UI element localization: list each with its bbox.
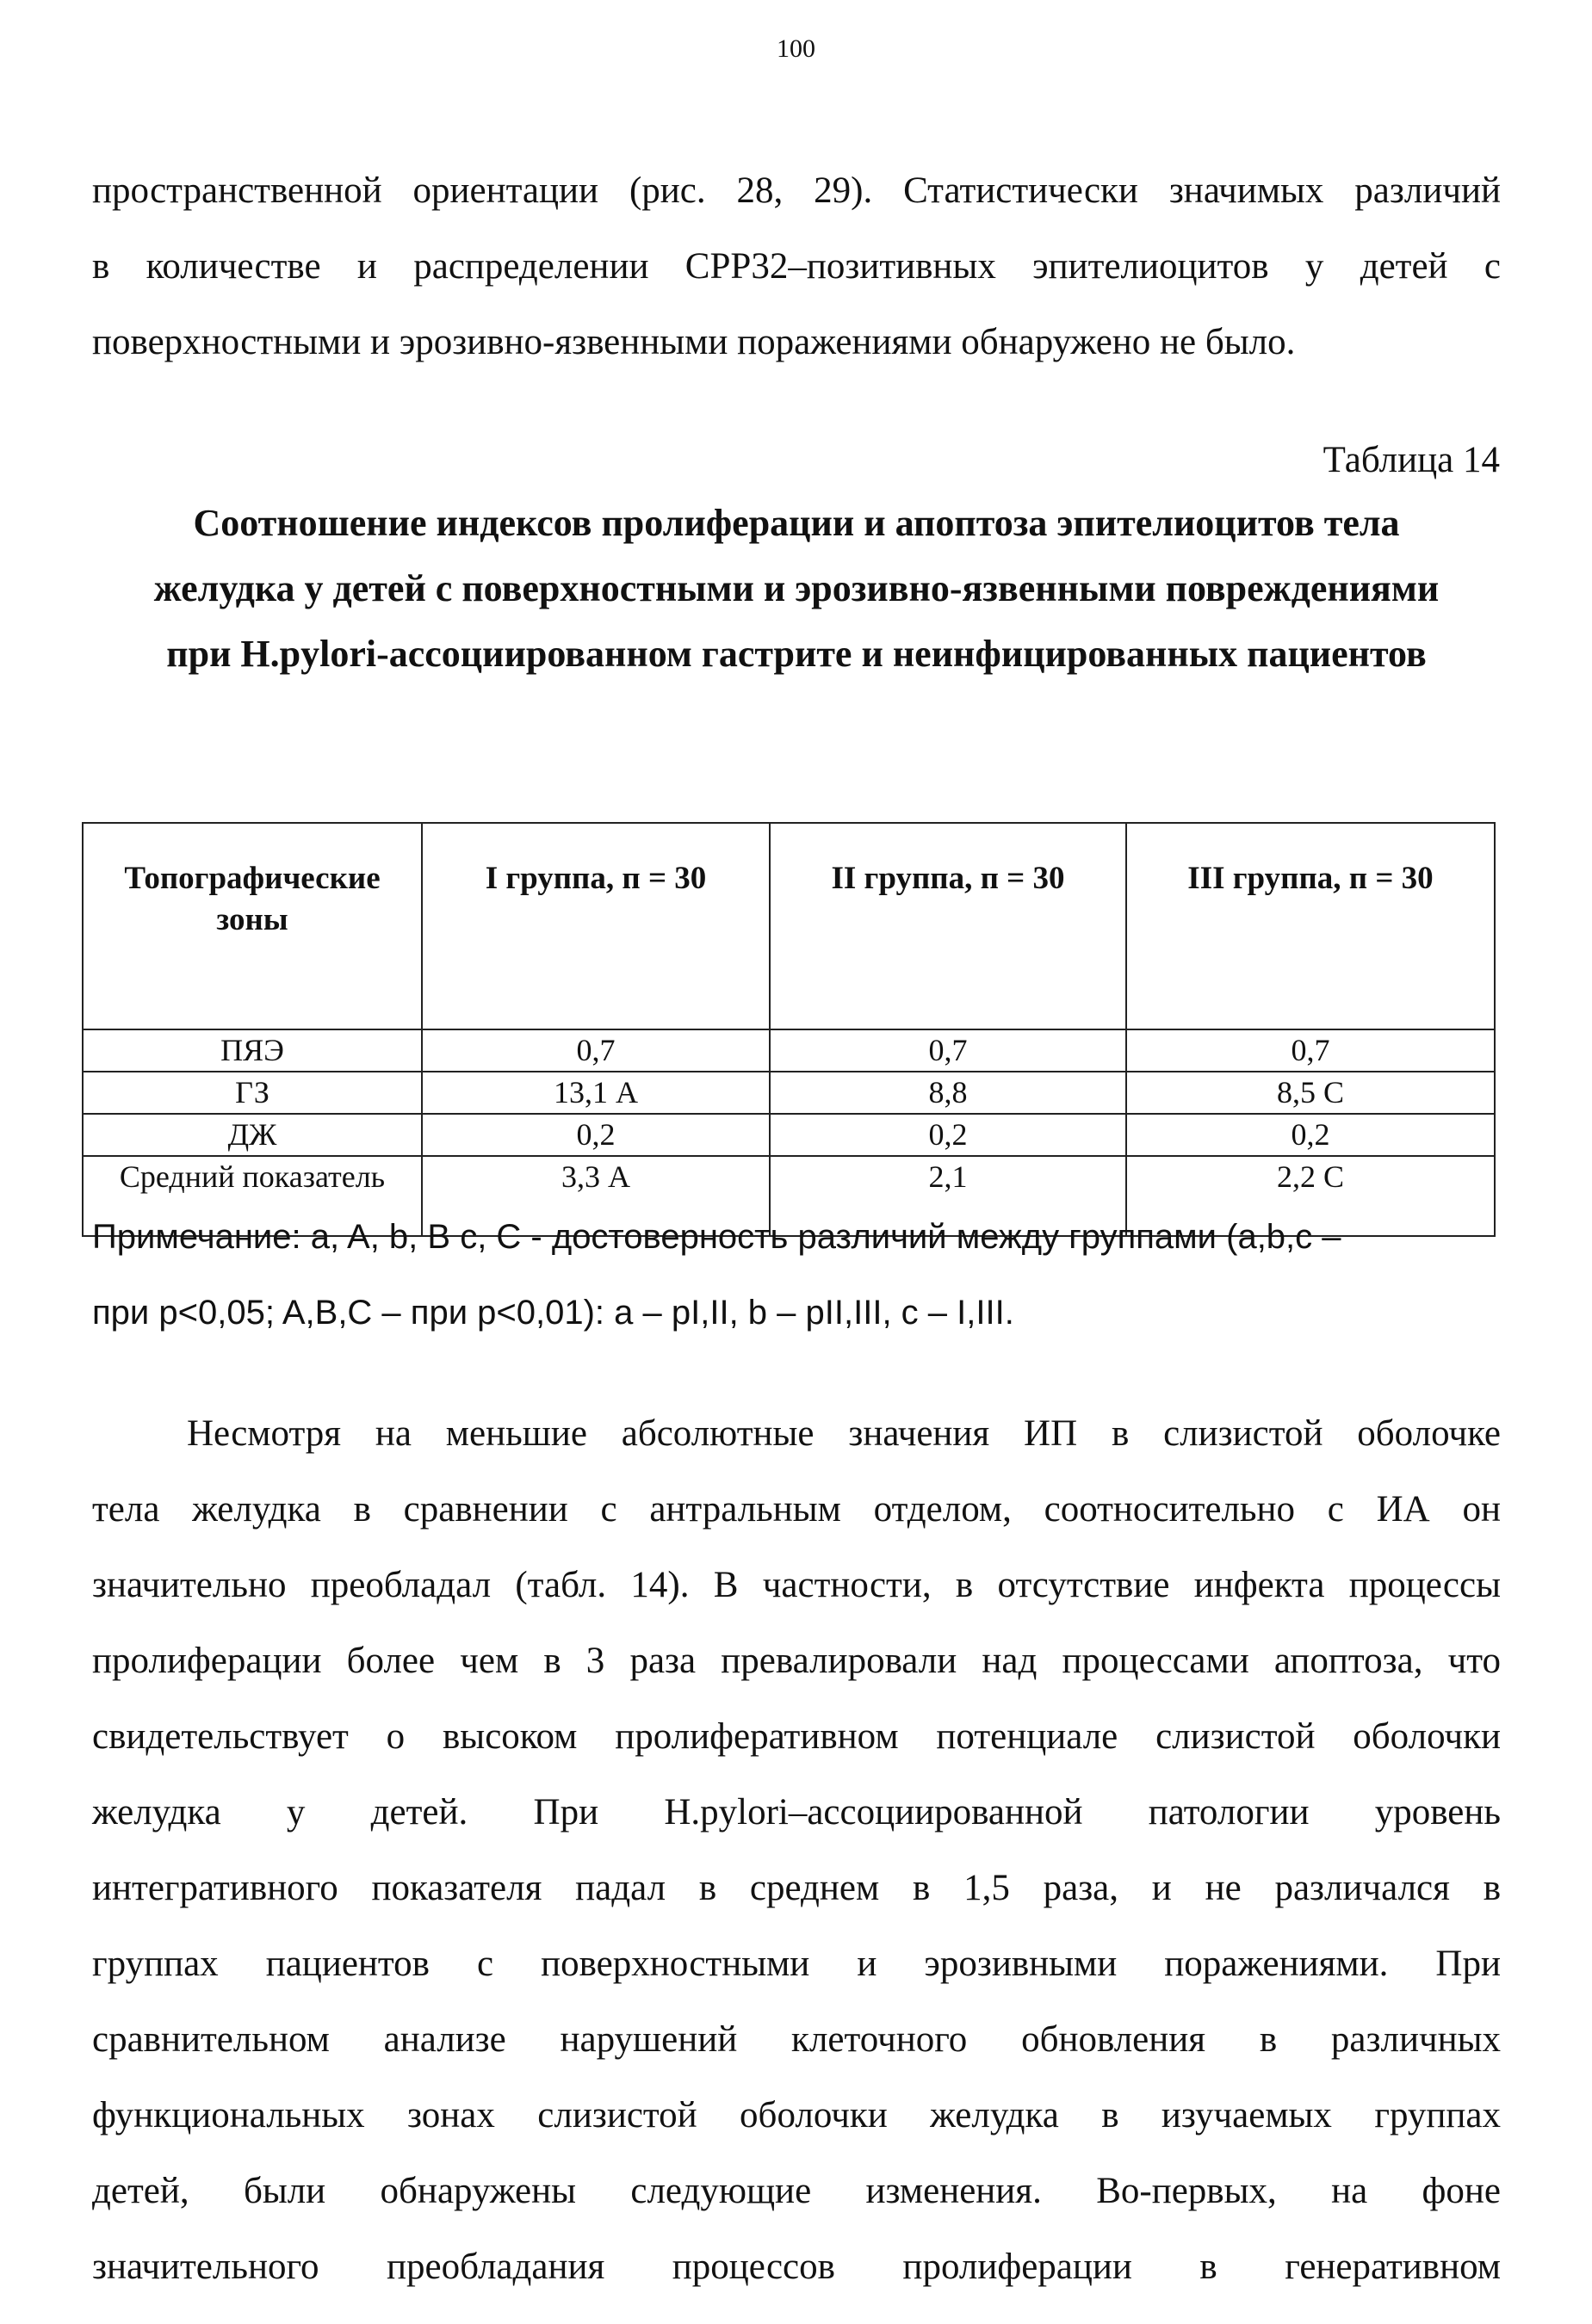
table-note (92, 1199, 1513, 1351)
cell-group-1: 0,2 (422, 1114, 770, 1156)
text-line: желудка у детей. При H.pylori–ассоциированной патологии уровень (92, 1792, 1501, 1833)
header-group-1: I группа, п = 30 (422, 823, 770, 1029)
text-line: пролиферации более чем в 3 раза превалировали над процессами апоптоза, что (92, 1641, 1501, 1681)
cell-group-3: 0,2 (1126, 1114, 1495, 1156)
table-title (86, 491, 1507, 687)
table-caption: Таблица 14 (1323, 440, 1500, 480)
table-header-row (83, 823, 1495, 1029)
text-line: значительного преобладания процессов пролиферации в генеративном (92, 2247, 1501, 2287)
text-line: значительно преобладал (табл. 14). В частности, в отсутствие инфекта процессы (92, 1565, 1501, 1605)
text-line: поверхностными и эрозивно-язвенными поражениями обнаружено не было. (92, 322, 1296, 362)
text-line: в количестве и распределении CPP32–позитивных эпителиоцитов у детей с (92, 246, 1501, 287)
header-group-2: II группа, п = 30 (770, 823, 1126, 1029)
table-title-line: Соотношение индексов пролиферации и апоптоза эпителиоцитов тела (193, 502, 1400, 544)
cell-group-1: 3,3 А (422, 1156, 770, 1236)
table-row (83, 1072, 1495, 1114)
text-line: Несмотря на меньшие абсолютные значения ИП в слизистой оболочке (187, 1413, 1501, 1454)
cell-group-1: 13,1 А (422, 1072, 770, 1114)
cell-group-1: 0,7 (422, 1029, 770, 1072)
table-title-line: при H.pylori-ассоциированном гастрите и неинфицированных пациентов (166, 633, 1427, 675)
cell-group-2: 0,7 (770, 1029, 1126, 1072)
cell-group-2: 8,8 (770, 1072, 1126, 1114)
intro-paragraph (92, 153, 1501, 380)
text-line: тела желудка в сравнении с антральным отделом, соотносительно с ИА он (92, 1489, 1501, 1530)
cell-zone: Средний показатель (83, 1156, 422, 1236)
note-line: Примечание: a, A, b, B c, C - достоверность различий между группами (a,b,c – (92, 1218, 1341, 1256)
page-number: 100 (777, 34, 815, 63)
data-table (82, 822, 1496, 1237)
cell-group-3: 8,5 С (1126, 1072, 1495, 1114)
text-line: группах пациентов с поверхностными и эрозивными поражениями. При (92, 1944, 1501, 1984)
text-line: пространственной ориентации (рис. 28, 29). Статистически значимых различий (92, 170, 1501, 211)
text-line: интегративного показателя падал в среднем в 1,5 раза, и не различался в (92, 1868, 1501, 1908)
text-line: детей, были обнаружены следующие изменения. Во-первых, на фоне (92, 2171, 1501, 2211)
header-zones: Топографические зоны (83, 823, 422, 1029)
cell-zone: ГЗ (83, 1072, 422, 1114)
table-row (83, 1029, 1495, 1072)
text-line: функциональных зонах слизистой оболочки желудка в изучаемых группах (92, 2095, 1501, 2135)
note-line: при p<0,05; A,B,C – при p<0,01): a – pI,II, b – pII,III, c – I,III. (92, 1294, 1014, 1332)
table-title-line: желудка у детей с поверхностными и эрозивно-язвенными повреждениями (153, 567, 1440, 609)
body-paragraph (92, 1396, 1501, 2305)
text-line: свидетельствует о высоком пролиферативном потенциале слизистой оболочки (92, 1716, 1501, 1757)
header-group-3: III группа, п = 30 (1126, 823, 1495, 1029)
cell-zone: ПЯЭ (83, 1029, 422, 1072)
cell-zone: ДЖ (83, 1114, 422, 1156)
cell-group-2: 0,2 (770, 1114, 1126, 1156)
table-row (83, 1114, 1495, 1156)
cell-group-2: 2,1 (770, 1156, 1126, 1236)
text-line: сравнительном анализе нарушений клеточного обновления в различных (92, 2019, 1501, 2060)
cell-group-3: 0,7 (1126, 1029, 1495, 1072)
cell-group-3: 2,2 С (1126, 1156, 1495, 1236)
